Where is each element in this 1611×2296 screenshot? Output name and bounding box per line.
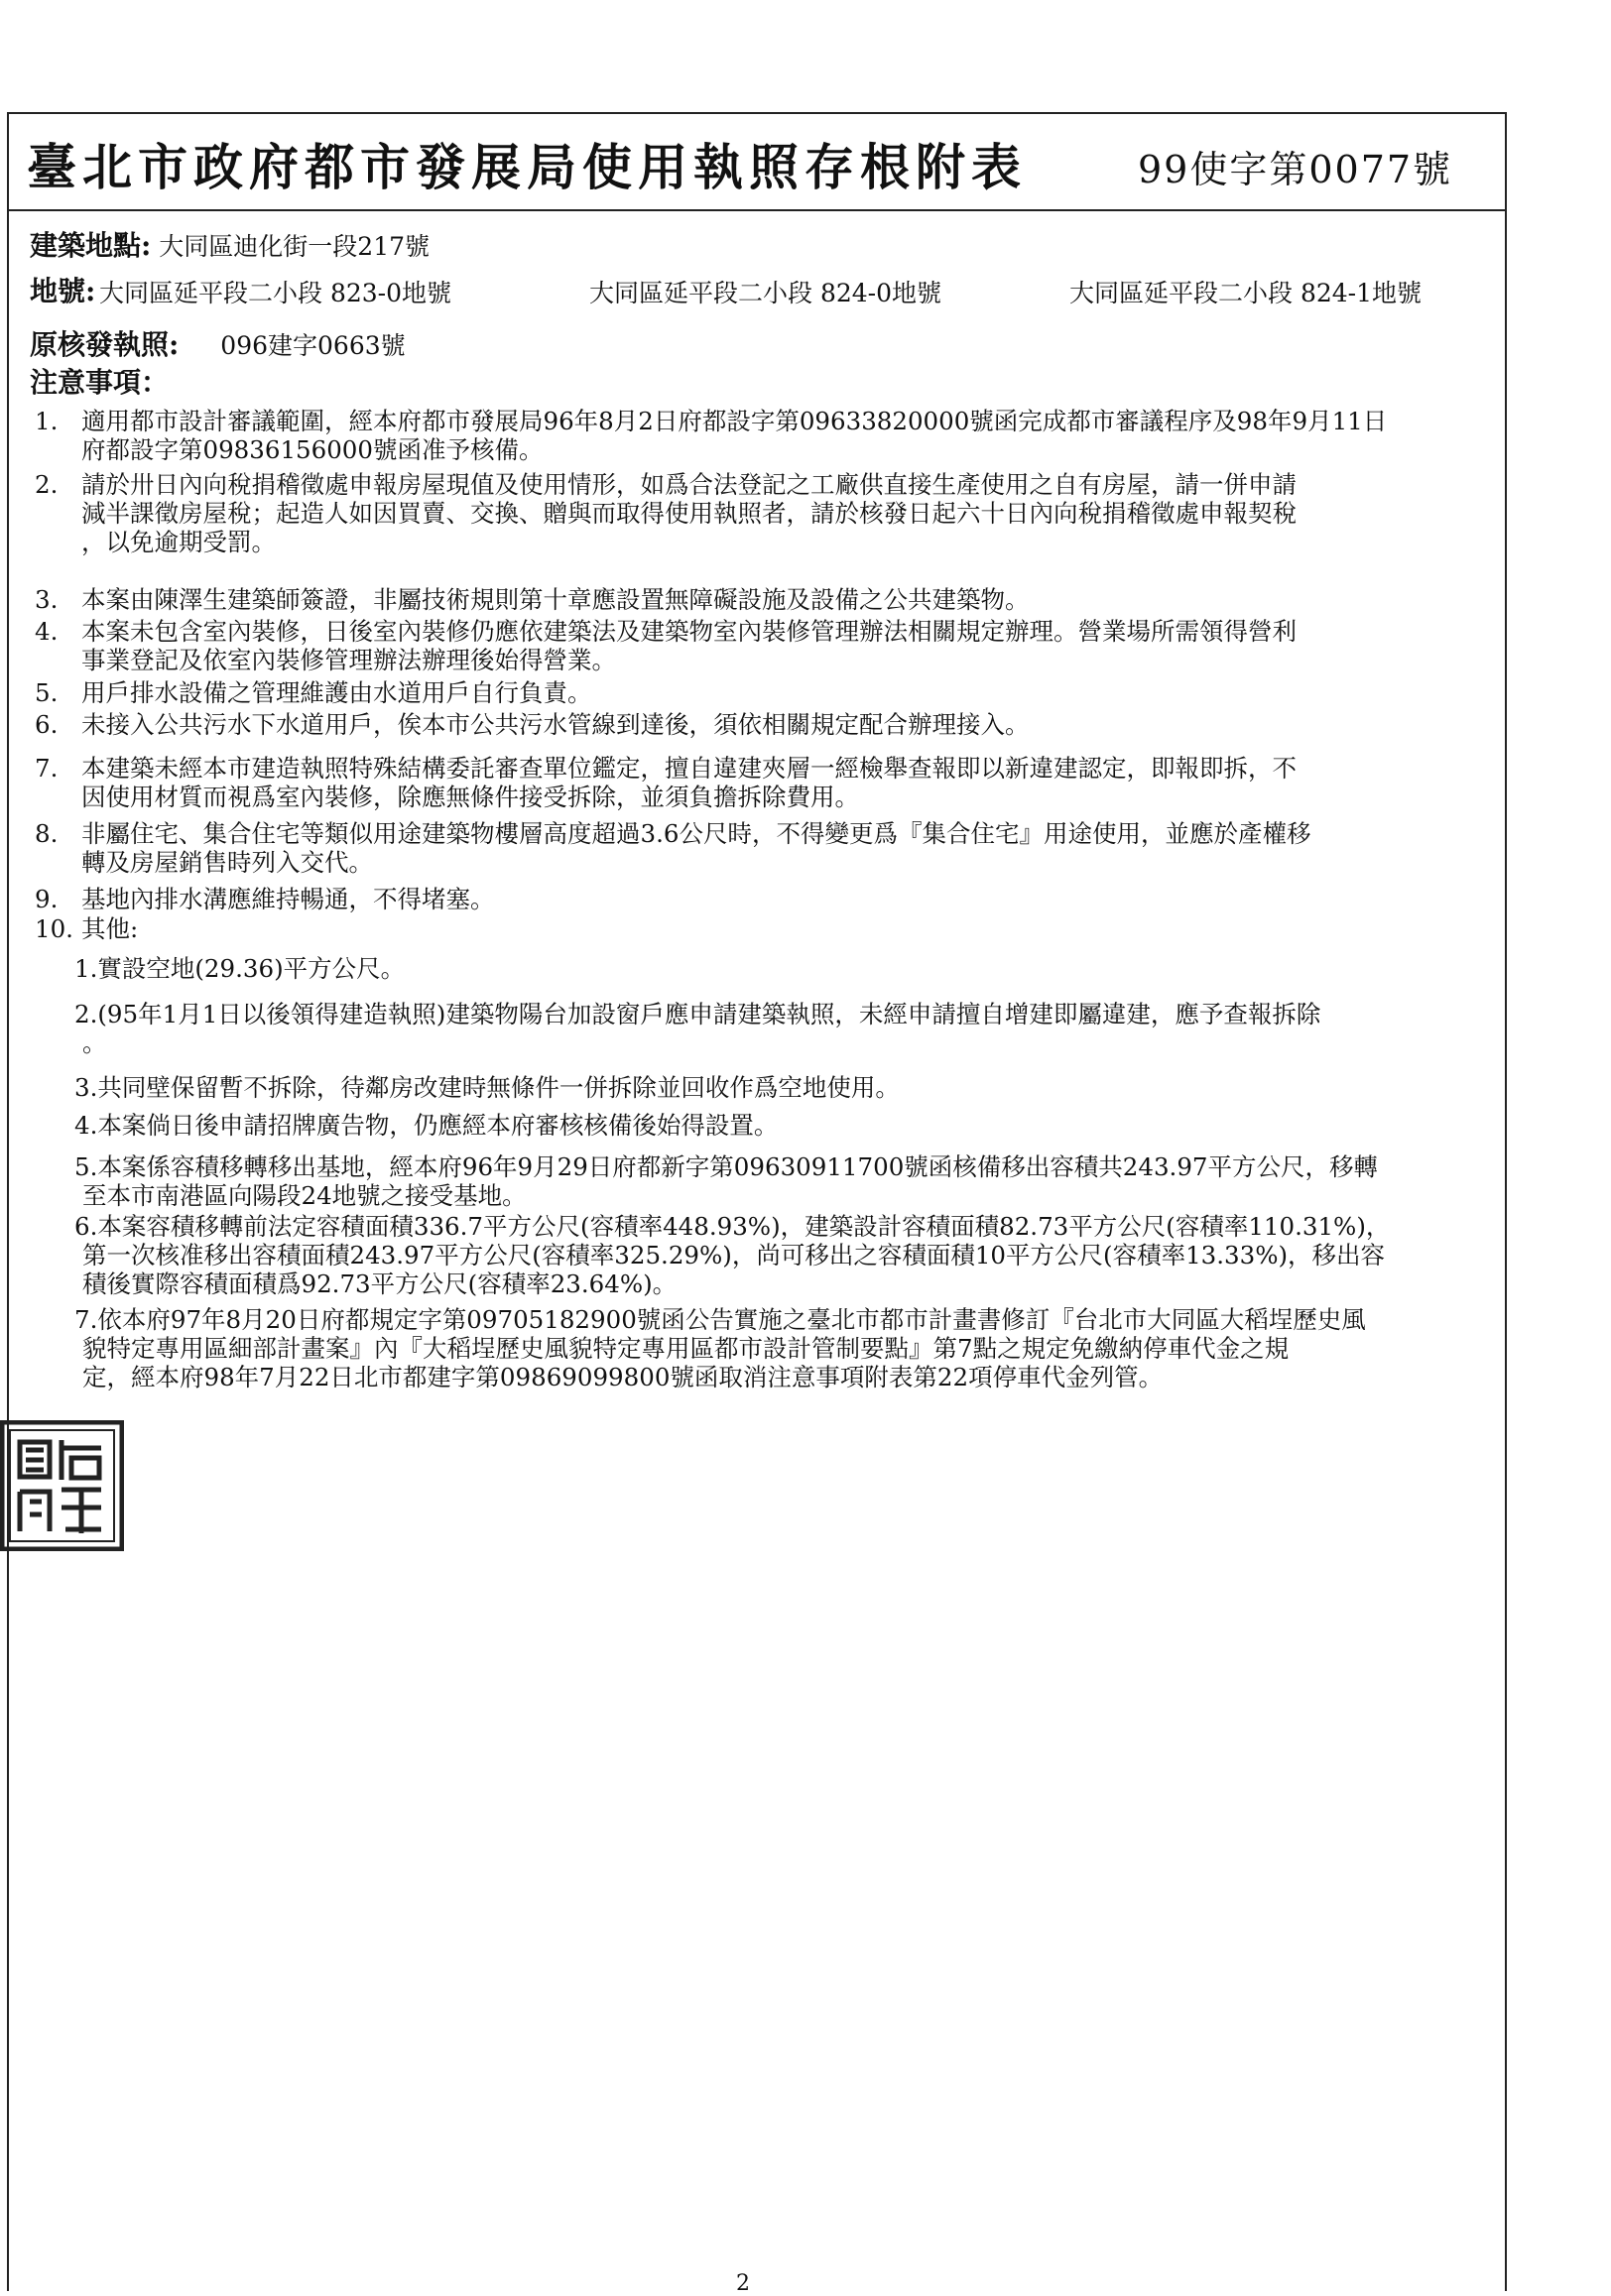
note-text — [81, 914, 1500, 943]
note-number: 9. — [35, 885, 59, 913]
original-permit-row — [30, 323, 406, 363]
other-item — [74, 1000, 1503, 1057]
note-line: 本案由陳澤生建築師簽證，非屬技術規則第十章應設置無障礙設施及設備之公共建築物。 — [81, 585, 1030, 614]
site-address-row — [30, 224, 430, 264]
other-item — [74, 1152, 1503, 1210]
other-line: 。 — [82, 1028, 107, 1057]
note-text — [81, 407, 1500, 464]
note-number: 1. — [35, 407, 59, 435]
note-text — [81, 710, 1500, 739]
note-line: 未接入公共污水下水道用戶，俟本市公共污水管線到達後，須依相關規定配合辦理接入。 — [81, 710, 1030, 739]
site-address-label: 建築地點: — [30, 229, 152, 262]
note-line: ，以免逾期受罰。 — [81, 528, 276, 556]
lot-number-label: 地號: — [30, 275, 96, 307]
other-line: 2.(95年1月1日以後領得建造執照)建築物陽台加設窗戶應申請建築執照，未經申請擅自增建即屬違建，應予查報拆除 — [74, 1000, 1321, 1028]
other-line: 定，經本府98年7月22日北市都建字第09869099800號函取消注意事項附表第22項停車代金列管。 — [82, 1363, 1164, 1391]
note-number: 2. — [35, 470, 59, 499]
note-number: 7. — [35, 754, 59, 783]
original-permit-value: 096建字0663號 — [220, 331, 406, 360]
note-number: 8. — [35, 819, 59, 848]
note-line: 適用都市設計審議範圍，經本府都市發展局96年8月2日府都設字第09633820000號函完成都市審議程序及98年9月11日 — [81, 407, 1388, 435]
document-header — [7, 112, 1505, 211]
other-line: 第一次核准移出容積面積243.97平方公尺(容積率325.29%)，尚可移出之容積面積10平方公尺(容積率13.33%)，移出容 — [82, 1241, 1386, 1269]
other-line: 積後實際容積面積爲92.73平方公尺(容積率23.64%)。 — [82, 1269, 678, 1298]
lot-number-3: 大同區延平段二小段 824-1地號 — [1069, 279, 1423, 307]
page-number: 2 — [736, 2271, 750, 2296]
note-line: 本案未包含室內裝修，日後室內裝修仍應依建築法及建築物室內裝修管理辦法相關規定辦理。營業場所需領得營利 — [81, 617, 1297, 646]
note-line: 非屬住宅、集合住宅等類似用途建築物樓層高度超過3.6公尺時，不得變更爲『集合住宅』用途使用，並應於產權移 — [81, 819, 1311, 848]
note-text — [81, 885, 1500, 913]
site-address-value: 大同區迪化街一段217號 — [159, 232, 431, 261]
other-line: 至本市南港區向陽段24地號之接受基地。 — [82, 1181, 527, 1210]
notes-heading: 注意事項： — [30, 366, 170, 399]
note-number: 10. — [35, 914, 73, 943]
other-line: 6.本案容積移轉前法定容積面積336.7平方公尺(容積率448.93%)，建築設計容積面積82.73平方公尺(容積率110.31%)， — [74, 1212, 1391, 1241]
note-line: 本建築未經本市建造執照特殊結構委託審查單位鑑定，擅自違建夾層一經檢舉查報即以新違建認定，即報即拆，不 — [81, 754, 1297, 783]
other-line: 5.本案係容積移轉移出基地，經本府96年9月29日府都新字第09630911700號函核備移出容積共243.97平方公尺，移轉 — [74, 1152, 1378, 1181]
note-text — [81, 617, 1500, 674]
note-number: 5. — [35, 678, 59, 707]
other-line: 7.依本府97年8月20日府都規定字第09705182900號函公告實施之臺北市都市計畫書修訂『台北市大同區大稻埕歷史風 — [74, 1305, 1366, 1334]
note-line: 其他: — [81, 914, 139, 943]
note-line: 基地內排水溝應維持暢通，不得堵塞。 — [81, 885, 495, 913]
other-line: 3.共同壁保留暫不拆除，待鄰房改建時無條件一併拆除並回收作爲空地使用。 — [74, 1073, 900, 1102]
note-line: 減半課徵房屋稅；起造人如因買賣、交換、贈與而取得使用執照者，請於核發日起六十日內向稅捐稽徵處申報契稅 — [81, 499, 1297, 528]
other-item — [74, 1305, 1503, 1391]
note-line: 事業登記及依室內裝修管理辦法辦理後始得營業。 — [81, 646, 616, 674]
other-item — [74, 1073, 1503, 1102]
note-number: 6. — [35, 710, 59, 739]
other-line: 4.本案倘日後申請招牌廣告物，仍應經本府審核核備後始得設置。 — [74, 1111, 779, 1140]
other-item — [74, 954, 1503, 983]
document-title: 臺北市政府都市發展局使用執照存根附表 — [27, 138, 1027, 196]
note-number: 4. — [35, 617, 59, 646]
other-line: 1.實設空地(29.36)平方公尺。 — [74, 954, 406, 983]
official-seal — [0, 1420, 124, 1551]
note-line: 因使用材質而視爲室內裝修，除應無條件接受拆除，並須負擔拆除費用。 — [81, 783, 859, 811]
note-number: 3. — [35, 585, 59, 614]
note-text — [81, 754, 1500, 811]
note-line: 用戶排水設備之管理維護由水道用戶自行負責。 — [81, 678, 592, 707]
note-text — [81, 585, 1500, 614]
other-item — [74, 1212, 1503, 1298]
note-text — [81, 470, 1500, 556]
note-line: 請於卅日內向稅捐稽徵處申報房屋現值及使用情形，如爲合法登記之工廠供直接生產使用之自有房屋，請一併申請 — [81, 470, 1297, 499]
other-item — [74, 1111, 1503, 1140]
lot-number-2: 大同區延平段二小段 824-0地號 — [589, 279, 942, 307]
other-line: 貌特定專用區細部計畫案』內『大稻埕歷史風貌特定專用區都市設計管制要點』第7點之規定免繳納停車代金之規 — [82, 1334, 1290, 1363]
lot-number-1: 大同區延平段二小段 823-0地號 — [99, 279, 452, 307]
note-text — [81, 819, 1500, 877]
note-line: 府都設字第09836156000號函准予核備。 — [81, 435, 544, 464]
permit-number: 99使字第0077號 — [1138, 148, 1453, 191]
note-line: 轉及房屋銷售時列入交代。 — [81, 848, 373, 877]
original-permit-label: 原核發執照: — [30, 328, 180, 361]
note-text — [81, 678, 1500, 707]
